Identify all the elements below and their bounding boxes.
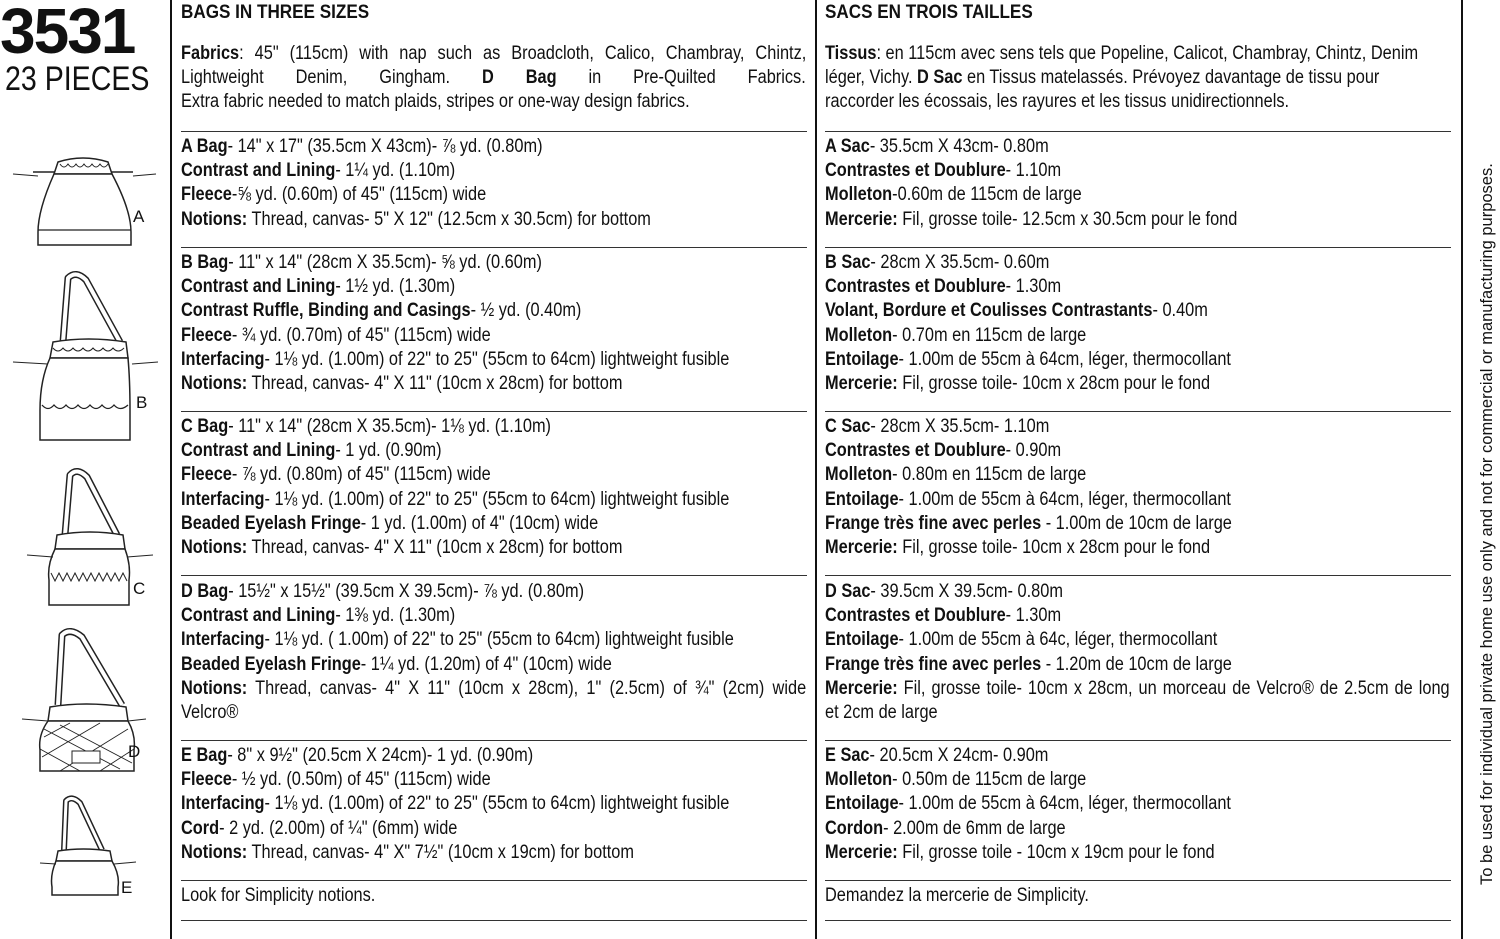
- text-line: [181, 209, 651, 231]
- bold-label: Contrast and Lining: [181, 276, 336, 298]
- text-segment: Thread, canvas- 4" X 11" (10cm x 28cm) for bottom: [247, 537, 623, 558]
- text-line: [825, 440, 1061, 462]
- bold-label: Mercerie:: [825, 677, 898, 699]
- text-line: [181, 842, 634, 864]
- bold-label: E Sac: [825, 745, 870, 766]
- bold-label: Molleton: [825, 184, 893, 206]
- bold-label: Mercerie:: [825, 373, 898, 394]
- text-line: [825, 160, 1061, 182]
- text-line: [825, 91, 1289, 113]
- text-line: [825, 702, 938, 724]
- text-line: [181, 818, 457, 840]
- text-segment: - 1⅛ yd. (1.00m) of 22" to 25" (55cm to 64cm) lightweight fusible: [264, 348, 730, 370]
- bold-label: Entoilage: [825, 348, 899, 370]
- bold-label: C Bag: [181, 416, 229, 437]
- text-line: [825, 678, 1450, 700]
- text-segment: - ¾ yd. (0.70m) of 45" (115cm) wide: [231, 324, 491, 346]
- text-line: [181, 678, 806, 700]
- section-divider: [825, 740, 1451, 741]
- text-line: [825, 276, 1061, 298]
- bold-label: Fleece: [181, 464, 232, 486]
- text-line: [181, 489, 729, 511]
- bold-label: Cord: [181, 817, 220, 839]
- bold-label: Notions:: [181, 208, 248, 230]
- bold-label: Interfacing: [181, 629, 265, 651]
- text-line: [181, 184, 486, 206]
- bold-label: Notions:: [181, 841, 248, 863]
- text-line: [825, 67, 1379, 89]
- text-line: [181, 654, 612, 676]
- text-segment: - 28cm X 35.5cm- 1.10m: [870, 416, 1050, 437]
- text-line: [825, 654, 1232, 676]
- text-segment: - 1½ yd. (1.30m): [335, 276, 456, 298]
- bold-label: Contrast and Lining: [181, 160, 336, 182]
- footer-text: Demandez la mercerie de Simplicity.: [825, 885, 1089, 906]
- bold-label: Contrastes et Doublure: [825, 440, 1006, 462]
- section-divider: [825, 131, 1451, 132]
- text-line: [825, 136, 1049, 158]
- bold-label: Contrastes et Doublure: [825, 605, 1006, 627]
- text-segment: - 0.90m: [1005, 440, 1062, 462]
- text-segment: - 0.40m: [1152, 300, 1208, 322]
- divider-right: [1461, 0, 1463, 939]
- bold-label: Fleece: [181, 184, 232, 206]
- bold-label: Volant, Bordure et Coulisses Contrastants: [825, 300, 1153, 322]
- text-segment: - ½ yd. (0.40m): [470, 300, 582, 322]
- section-divider: [825, 411, 1451, 412]
- text-segment: Velcro®: [181, 702, 239, 723]
- text-segment: : en 115cm avec sens tels que Popeline, Calicot, Chambray, Chintz, Denim: [876, 43, 1419, 64]
- bold-label: B Bag: [181, 252, 229, 273]
- text-segment: - 1.00m de 55cm à 64cm, léger, thermocollant: [898, 488, 1231, 510]
- bold-label: Fleece: [181, 324, 232, 346]
- text-line: [181, 745, 533, 767]
- french-column: [825, 0, 1451, 939]
- text-line: [181, 702, 238, 724]
- text-segment: Thread, canvas- 5" X 12" (12.5cm x 30.5cm) for bottom: [247, 208, 651, 230]
- text-line: [825, 513, 1232, 535]
- bold-label: A Sac: [825, 136, 870, 157]
- text-segment: - 1.00m de 10cm de large: [1041, 512, 1232, 534]
- bold-label: Mercerie:: [825, 841, 898, 863]
- bold-label: Frange très fine avec perles: [825, 512, 1042, 534]
- text-line: [825, 842, 1215, 864]
- bold-label: Notions:: [181, 677, 248, 699]
- text-segment: - 28cm X 35.5cm- 0.60m: [870, 252, 1050, 273]
- text-segment: - 1¼ yd. (1.10m): [335, 160, 456, 182]
- text-line: [181, 793, 729, 815]
- text-segment: - 2 yd. (2.00m) of ¼" (6mm) wide: [219, 817, 458, 839]
- section-divider: [181, 131, 807, 132]
- text-line: [181, 464, 491, 486]
- text-segment: Lightweight Denim, Gingham.: [181, 67, 482, 89]
- text-line: [825, 43, 1418, 65]
- text-line: [825, 629, 1217, 651]
- text-line: [825, 769, 1086, 791]
- bold-label: D Bag: [181, 581, 229, 602]
- text-line: [825, 745, 1048, 767]
- view-label-a: A: [133, 207, 145, 226]
- pieces-count: 23 PIECES: [5, 60, 150, 98]
- text-line: [181, 416, 551, 438]
- text-line: [181, 325, 491, 347]
- usage-note: To be used for individual private home use only and not for commercial or manufacturing purposes.: [1478, 163, 1496, 885]
- text-segment: : 45" (115cm) with nap such as Broadcloth, Calico, Chambray, Chintz,: [239, 43, 807, 64]
- text-line: [181, 276, 455, 298]
- text-segment: raccorder les écossais, les rayures et les tissus unidirectionnels.: [825, 91, 1290, 113]
- text-line: [181, 373, 622, 395]
- bold-label: Mercerie:: [825, 208, 898, 230]
- text-segment: - 1⅜ yd. (1.30m): [335, 605, 456, 627]
- text-line: [181, 581, 584, 603]
- text-segment: Thread, canvas- 4" X 11" (10cm x 28cm) for bottom: [247, 373, 623, 394]
- text-segment: in Pre-Quilted Fabrics.: [556, 67, 806, 89]
- text-segment: - 8" x 9½" (20.5cm X 24cm)- 1 yd. (0.90m): [227, 745, 534, 766]
- bold-label: Contrast Ruffle, Binding and Casings: [181, 300, 471, 322]
- text-segment: - 2.00m de 6mm de large: [883, 817, 1066, 839]
- text-segment: Thread, canvas- 4" X 11" (10cm x 28cm), 1" (2.5cm) of ¾" (2cm) wide: [247, 677, 807, 699]
- text-line: [181, 513, 598, 535]
- text-line: [181, 537, 622, 559]
- section-divider: [181, 575, 807, 576]
- view-label-c: C: [133, 579, 146, 598]
- bold-label: Contrast and Lining: [181, 440, 336, 462]
- text-segment: - 1 yd. (1.00m) of 4" (10cm) wide: [360, 512, 599, 534]
- view-a-illustration: [8, 150, 158, 255]
- text-line: [181, 440, 442, 462]
- bold-label: Fabrics: [181, 43, 240, 64]
- text-line: [825, 581, 1063, 603]
- bold-label: D Sac: [825, 581, 871, 602]
- divider-middle: [815, 0, 817, 939]
- text-segment: - 0.50m de 115cm de large: [892, 769, 1087, 791]
- text-line: [825, 300, 1208, 322]
- text-line: [825, 252, 1049, 274]
- text-line: [181, 252, 542, 274]
- text-segment: - 0.70m en 115cm de large: [892, 324, 1087, 346]
- view-label-b: B: [136, 393, 148, 412]
- bold-label: Contrastes et Doublure: [825, 160, 1006, 182]
- bold-label: Interfacing: [181, 348, 265, 370]
- footer-divider: [825, 880, 1451, 881]
- text-segment: - 1¼ yd. (1.20m) of 4" (10cm) wide: [360, 653, 612, 675]
- divider-left: [170, 0, 172, 939]
- bold-label: Contrastes et Doublure: [825, 276, 1006, 298]
- text-line: [181, 300, 581, 322]
- bold-label: C Sac: [825, 416, 871, 437]
- text-segment: Fil, grosse toile- 12.5cm x 30.5cm pour le fond: [897, 208, 1238, 230]
- text-segment: - 1.10m: [1005, 160, 1062, 182]
- text-segment: et 2cm de large: [825, 702, 938, 723]
- text-segment: Fil, grosse toile- 10cm x 28cm, un morceau de Velcro® de 2.5cm de long: [897, 677, 1450, 699]
- text-segment: Thread, canvas- 4" X" 7½" (10cm x 19cm) for bottom: [247, 841, 634, 863]
- text-segment: - 1.00m de 55cm à 64c, léger, thermocollant: [898, 629, 1218, 651]
- text-segment: - 1.00m de 55cm à 64cm, léger, thermocollant: [898, 348, 1231, 370]
- text-line: [181, 629, 734, 651]
- english-column: [181, 0, 807, 939]
- text-line: [181, 136, 543, 158]
- view-b-illustration: [8, 270, 158, 445]
- column-title: SACS EN TROIS TAILLES: [825, 2, 1033, 23]
- section-divider: [825, 247, 1451, 248]
- text-line: [181, 349, 729, 371]
- section-divider: [825, 575, 1451, 576]
- text-line: [181, 160, 455, 182]
- text-segment: - 14" x 17" (35.5cm X 43cm)- ⅞ yd. (0.80m): [227, 136, 543, 157]
- footer-text: Look for Simplicity notions.: [181, 885, 376, 906]
- bold-label: Frange très fine avec perles: [825, 653, 1042, 675]
- view-label-e: E: [121, 878, 133, 897]
- bold-label: Molleton: [825, 324, 893, 346]
- text-line: [825, 537, 1210, 559]
- bottom-divider: [181, 920, 807, 921]
- footer-divider: [181, 880, 807, 881]
- bold-label: B Sac: [825, 252, 871, 273]
- text-line: [181, 43, 806, 65]
- text-line: [825, 464, 1086, 486]
- section-divider: [181, 740, 807, 741]
- bold-label: Entoilage: [825, 488, 899, 510]
- text-segment: - 0.80m en 115cm de large: [892, 464, 1087, 486]
- bold-label: Notions:: [181, 537, 248, 558]
- bold-label: Interfacing: [181, 793, 265, 815]
- bold-label: D Bag: [481, 67, 557, 89]
- text-line: [825, 325, 1086, 347]
- text-segment: - 1⅛ yd. ( 1.00m) of 22" to 25" (55cm to 64cm) lightweight fusible: [264, 629, 734, 651]
- text-segment: Fil, grosse toile- 10cm x 28cm pour le fond: [897, 373, 1211, 394]
- bold-label: Beaded Eyelash Fringe: [181, 653, 361, 675]
- section-divider: [181, 411, 807, 412]
- text-segment: - 15½" x 15½" (39.5cm X 39.5cm)- ⅞ yd. (0.80m): [228, 581, 585, 602]
- text-segment: -⅝ yd. (0.60m) of 45" (115cm) wide: [231, 184, 487, 206]
- bold-label: Entoilage: [825, 629, 899, 651]
- section-divider: [181, 247, 807, 248]
- pattern-number: 3531: [0, 0, 135, 67]
- text-segment: - 11" x 14" (28cm X 35.5cm)- 1⅛ yd. (1.10m): [228, 416, 552, 437]
- bold-label: Interfacing: [181, 488, 265, 510]
- bold-label: Contrast and Lining: [181, 605, 336, 627]
- text-line: [825, 793, 1231, 815]
- bold-label: Molleton: [825, 769, 893, 791]
- text-segment: en Tissus matelassés. Prévoyez davantage de tissu pour: [962, 67, 1380, 89]
- bold-label: Entoilage: [825, 793, 899, 815]
- text-segment: Fil, grosse toile - 10cm x 19cm pour le fond: [897, 841, 1215, 863]
- bold-label: Mercerie:: [825, 537, 898, 558]
- text-line: [825, 489, 1231, 511]
- text-segment: -0.60m de 115cm de large: [892, 184, 1082, 206]
- text-segment: - 1⅛ yd. (1.00m) of 22" to 25" (55cm to 64cm) lightweight fusible: [264, 488, 730, 510]
- text-segment: - 1.20m de 10cm de large: [1041, 653, 1232, 675]
- text-segment: - ⅞ yd. (0.80m) of 45" (115cm) wide: [231, 464, 491, 486]
- text-line: [825, 416, 1049, 438]
- text-segment: - 11" x 14" (28cm X 35.5cm)- ⅝ yd. (0.60m): [228, 252, 542, 273]
- text-line: [825, 818, 1066, 840]
- text-line: [181, 605, 455, 627]
- text-line: [181, 769, 491, 791]
- bold-label: Notions:: [181, 373, 248, 394]
- bold-label: D Sac: [917, 67, 963, 89]
- column-title: BAGS IN THREE SIZES: [181, 2, 370, 23]
- text-line: [825, 373, 1210, 395]
- view-label-d: D: [128, 742, 141, 761]
- text-line: [825, 184, 1082, 206]
- bold-label: Cordon: [825, 817, 884, 839]
- bold-label: Molleton: [825, 464, 893, 486]
- text-segment: - ½ yd. (0.50m) of 45" (115cm) wide: [231, 769, 491, 791]
- bold-label: E Bag: [181, 745, 228, 766]
- text-segment: - 1.00m de 55cm à 64cm, léger, thermocollant: [898, 793, 1231, 815]
- text-segment: Fil, grosse toile- 10cm x 28cm pour le fond: [897, 537, 1211, 558]
- text-segment: - 1.30m: [1005, 276, 1062, 298]
- text-line: [181, 67, 806, 89]
- text-line: [825, 605, 1061, 627]
- bold-label: Beaded Eyelash Fringe: [181, 512, 361, 534]
- text-line: [825, 209, 1237, 231]
- text-segment: Extra fabric needed to match plaids, stripes or one-way design fabrics.: [181, 91, 690, 113]
- text-segment: - 20.5cm X 24cm- 0.90m: [869, 745, 1049, 766]
- bold-label: Tissus: [825, 43, 877, 64]
- bold-label: A Bag: [181, 136, 228, 157]
- text-segment: - 1 yd. (0.90m): [335, 440, 442, 462]
- text-line: [181, 91, 690, 113]
- text-segment: léger, Vichy.: [825, 67, 918, 89]
- text-segment: - 39.5cm X 39.5cm- 0.80m: [870, 581, 1063, 602]
- bottom-divider: [825, 920, 1451, 921]
- text-segment: - 35.5cm X 43cm- 0.80m: [869, 136, 1049, 157]
- text-segment: - 1⅛ yd. (1.00m) of 22" to 25" (55cm to 64cm) lightweight fusible: [264, 793, 730, 815]
- text-line: [825, 349, 1231, 371]
- bold-label: Fleece: [181, 769, 232, 791]
- text-segment: - 1.30m: [1005, 605, 1062, 627]
